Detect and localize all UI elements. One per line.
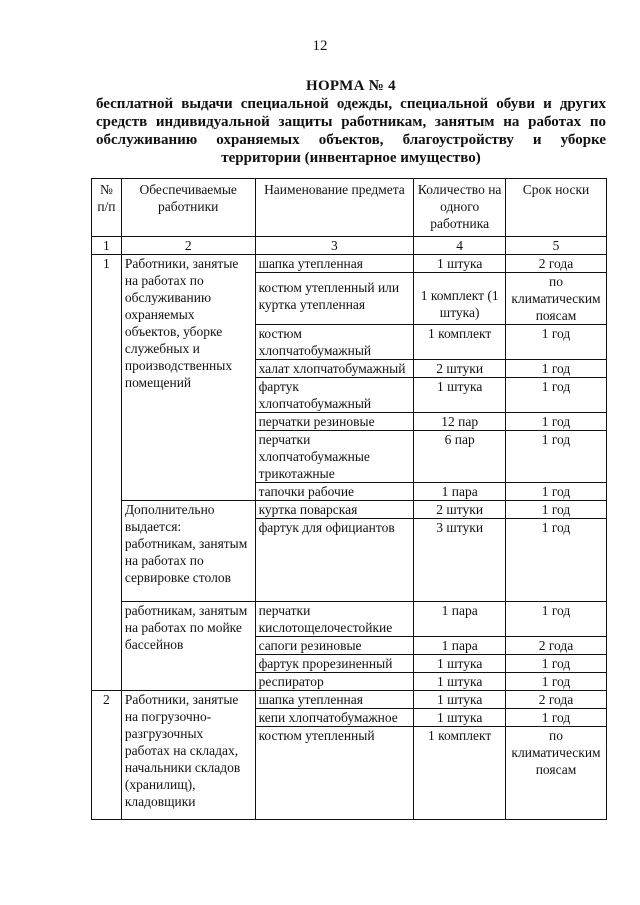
item-quantity: 1 комплект (414, 325, 506, 360)
item-quantity: 1 пара (414, 483, 506, 501)
item-quantity: 1 комплект (414, 727, 506, 820)
item-name: костюм утепленный (255, 727, 414, 820)
norm-title: НОРМА № 4 (306, 78, 396, 94)
table-row (92, 691, 607, 709)
item-name: кепи хлопчатобумажное (255, 709, 414, 727)
norm-table-body (92, 255, 607, 820)
header-number: № п/п (92, 179, 122, 237)
table-header-row (92, 179, 607, 237)
column-index-row (92, 237, 607, 255)
item-quantity: 6 пар (414, 431, 506, 483)
item-wear-term: 1 год (506, 501, 607, 519)
item-wear-term: 1 год (506, 325, 607, 360)
table-row (92, 602, 607, 637)
column-index: 2 (121, 237, 255, 255)
header-wear-term: Срок носки (506, 179, 607, 237)
item-wear-term: 1 год (506, 655, 607, 673)
item-name: тапочки рабочие (255, 483, 414, 501)
worker-category: Работники, занятые на погрузочно-разгрузочных работах на складах, начальники складов (хранилищ), кладовщики (121, 691, 255, 820)
page-number: 12 (312, 38, 328, 54)
item-name: респиратор (255, 673, 414, 691)
item-name: фартук прорезиненный (255, 655, 414, 673)
item-quantity: 12 пар (414, 413, 506, 431)
table-row (92, 501, 607, 519)
item-name: шапка утепленная (255, 255, 414, 273)
item-wear-term: 1 год (506, 673, 607, 691)
item-wear-term: 1 год (506, 602, 607, 637)
item-quantity: 2 штуки (414, 501, 506, 519)
column-index: 3 (255, 237, 414, 255)
header-workers: Обеспечиваемые работники (121, 179, 255, 237)
item-name: перчатки кислотощелочестойкие (255, 602, 414, 637)
item-wear-term: 1 год (506, 378, 607, 413)
item-quantity: 1 штука (414, 709, 506, 727)
item-wear-term: 2 года (506, 255, 607, 273)
item-wear-term: по климатическим поясам (506, 727, 607, 820)
item-name: фартук для официантов (255, 519, 414, 602)
item-name: перчатки резиновые (255, 413, 414, 431)
item-name: перчатки хлопчатобумажные трикотажные (255, 431, 414, 483)
item-wear-term: 1 год (506, 360, 607, 378)
column-index: 1 (92, 237, 122, 255)
column-index: 5 (506, 237, 607, 255)
item-wear-term: по климатическим поясам (506, 273, 607, 325)
item-wear-term: 1 год (506, 709, 607, 727)
worker-category: Работники, занятые на работах по обслуживанию охраняемых объектов, уборке служебных и производственных помещений (121, 255, 255, 501)
item-quantity: 1 комплект (1 штука) (414, 273, 506, 325)
item-name: сапоги резиновые (255, 637, 414, 655)
item-name: костюм утепленный или куртка утепленная (255, 273, 414, 325)
item-name: халат хлопчатобумажный (255, 360, 414, 378)
item-wear-term: 2 года (506, 637, 607, 655)
item-quantity: 1 штука (414, 255, 506, 273)
row-number: 2 (92, 691, 122, 820)
item-name: куртка поварская (255, 501, 414, 519)
item-wear-term: 1 год (506, 483, 607, 501)
item-quantity: 1 пара (414, 602, 506, 637)
header-item-name: Наименование предмета (255, 179, 414, 237)
table-row (92, 255, 607, 273)
row-number: 1 (92, 255, 122, 691)
item-wear-term: 1 год (506, 431, 607, 483)
item-wear-term: 2 года (506, 691, 607, 709)
item-wear-term: 1 год (506, 519, 607, 602)
item-quantity: 1 штука (414, 378, 506, 413)
norm-table (91, 178, 607, 820)
item-quantity: 1 штука (414, 691, 506, 709)
worker-category: работникам, занятым на работах по мойке бассейнов (121, 602, 255, 691)
item-name: шапка утепленная (255, 691, 414, 709)
header-quantity: Количество на одного работника (414, 179, 506, 237)
item-quantity: 1 штука (414, 673, 506, 691)
item-quantity: 3 штуки (414, 519, 506, 602)
item-quantity: 1 пара (414, 637, 506, 655)
item-name: костюм хлопчатобумажный (255, 325, 414, 360)
document-heading (96, 77, 606, 167)
norm-subtitle: бесплатной выдачи специальной одежды, специальной обуви и других средств индивидуальной защиты работникам, занятым на работах по обслуживанию охраняемых объектов, благоустройству и уборке территории (инвентарное имущество) (96, 96, 606, 166)
column-index: 4 (414, 237, 506, 255)
item-wear-term: 1 год (506, 413, 607, 431)
item-quantity: 2 штуки (414, 360, 506, 378)
worker-category: Дополнительно выдается: работникам, занятым на работах по сервировке столов (121, 501, 255, 602)
item-quantity: 1 штука (414, 655, 506, 673)
item-name: фартук хлопчатобумажный (255, 378, 414, 413)
